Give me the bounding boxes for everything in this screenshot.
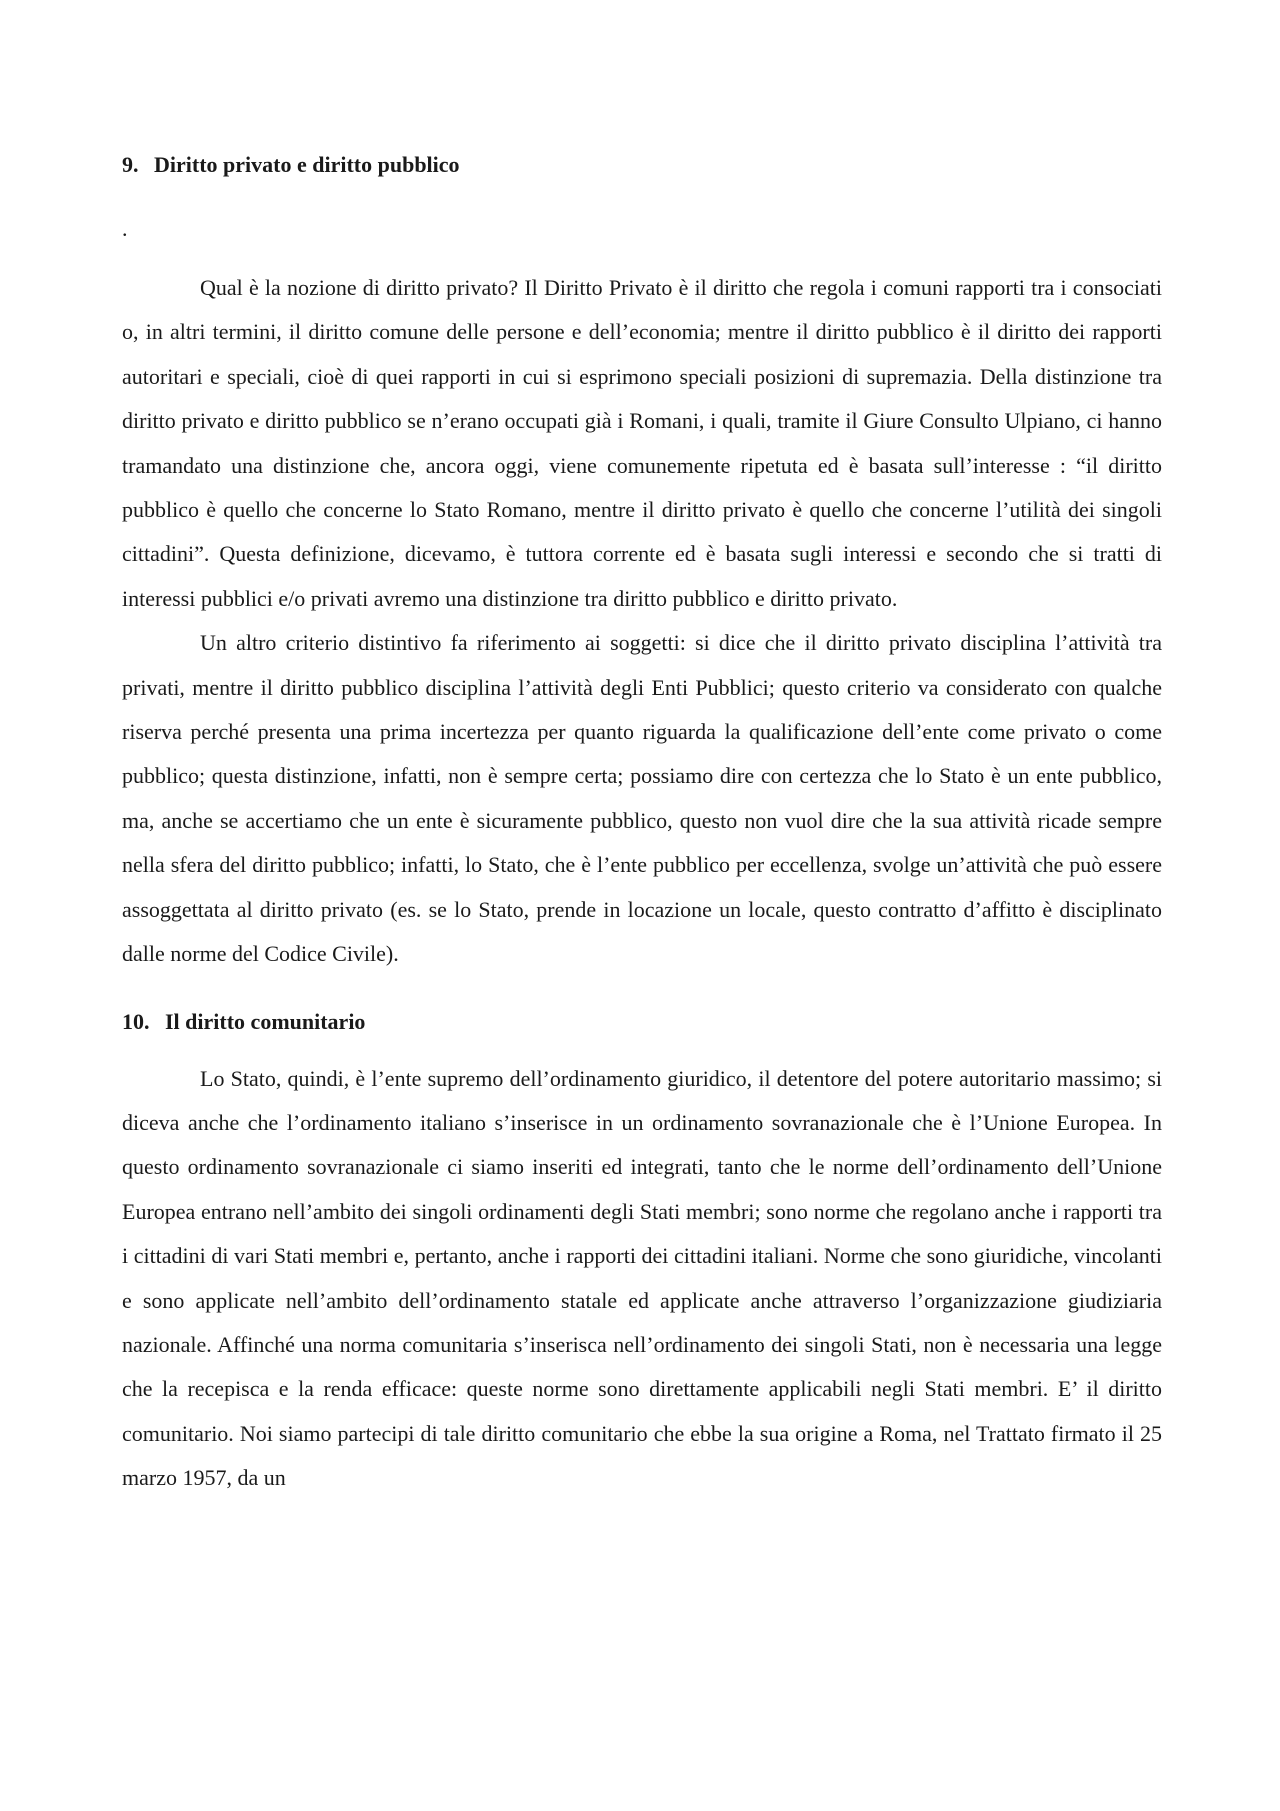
section-10-paragraph-1: Lo Stato, quindi, è l’ente supremo dell’ordinamento giuridico, il detentore del potere autoritario massimo; si diceva anche che l’ordinamento italiano s’inserisce in un ordinamento sovranazionale che è l’Unione Europea. In questo ordinamento sovranazionale ci siamo inseriti ed integrati, tanto che le norme dell’ordinamento dell’Unione Europea entrano nell’ambito dei singoli ordinamenti degli Stati membri; sono norme che regolano anche i rapporti tra i cittadini di vari Stati membri e, pertanto, anche i rapporti dei cittadini italiani. Norme che sono giuridiche, vincolanti e sono applicate nell’ambito dell’ordinamento statale ed applicate anche attraverso l’organizzazione giudiziaria nazionale. Affinché una norma comunitaria s’inserisca nell’ordinamento dei singoli Stati, non è necessaria una legge che la recepisca e la renda efficace: queste norme sono direttamente applicabili negli Stati membri. E’ il diritto comunitario. Noi siamo partecipi di tale diritto comunitario che ebbe la sua origine a Roma, nel Trattato firmato il 25 marzo 1957, da un [122, 1065, 1162, 1491]
section-10-number: 10. [122, 1008, 150, 1034]
stray-mark: . [122, 216, 128, 241]
section-9-heading [122, 150, 1162, 180]
section-10-heading [122, 1007, 1162, 1037]
section-10-title: Il diritto comunitario [165, 1008, 366, 1034]
section-9-paragraph-1: Qual è la nozione di diritto privato? Il Diritto Privato è il diritto che regola i comuni rapporti tra i consociati o, in altri termini, il diritto comune delle persone e dell’economia; mentre il diritto pubblico è il diritto dei rapporti autoritari e speciali, cioè di quei rapporti in cui si esprimono speciali posizioni di supremazia. Della distinzione tra diritto privato e diritto pubblico se n’erano occupati già i Romani, i quali, tramite il Giure Consulto Ulpiano, ci hanno tramandato una distinzione che, ancora oggi, viene comunemente ripetuta ed è basata sull’interesse : “il diritto pubblico è quello che concerne lo Stato Romano, mentre il diritto privato è quello che concerne l’utilità dei singoli cittadini”. Questa definizione, dicevamo, è tuttora corrente ed è basata sugli interessi e secondo che si tratti di interessi pubblici e/o privati avremo una distinzione tra diritto pubblico e diritto privato. [122, 275, 1162, 611]
document-page [122, 150, 1162, 1501]
section-9-title: Diritto privato e diritto pubblico [154, 152, 460, 177]
section-9-number: 9. [122, 152, 139, 177]
section-9-paragraph-2: Un altro criterio distintivo fa riferimento ai soggetti: si dice che il diritto privato disciplina l’attività tra privati, mentre il diritto pubblico disciplina l’attività degli Enti Pubblici; questo criterio va considerato con qualche riserva perché presenta una prima incertezza per quanto riguarda la qualificazione dell’ente come privato o come pubblico; questa distinzione, infatti, non è sempre certa; possiamo dire con certezza che lo Stato è un ente pubblico, ma, anche se accertiamo che un ente è sicuramente pubblico, questo non vuol dire che la sua attività ricade sempre nella sfera del diritto pubblico; infatti, lo Stato, che è l’ente pubblico per eccellenza, svolge un’attività che può essere assoggettata al diritto privato (es. se lo Stato, prende in locazione un locale, questo contratto d’affitto è disciplinato dalle norme del Codice Civile). [122, 630, 1162, 967]
